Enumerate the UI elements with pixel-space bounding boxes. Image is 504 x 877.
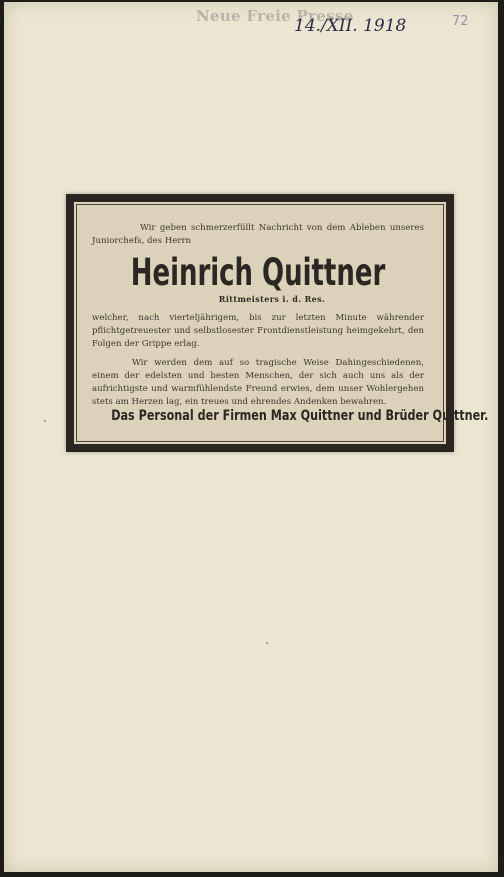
obituary-notice	[66, 194, 489, 452]
deceased-name: Heinrich Quittner	[130, 251, 386, 294]
deceased-rank: Rittmeisters i. d. Res.	[218, 294, 326, 304]
notice-signature: Das Personal der Firmen Max Quittner und Brüder Quittner.	[111, 408, 489, 424]
page-number: 72	[452, 14, 469, 29]
notice-paragraph-2: Wir werden dem auf so tragische Weise Dahingeschiedenen, einem der edelsten und besten Menschen, der sich auch uns als der aufrichtigste und warmfühlendste Freund erwies, dem unser Wohlergehen stets am Herzen lag, ein treues und ehrendes Andenken bewahren.	[92, 358, 424, 407]
notice-paragraph-1: welcher, nach vierteljährigem, bis zur letzten Minute währender pflichtgetreuester und selbstlosester Frontdienstleistung heimgekehrt, den Folgen der Grippe erlag.	[92, 313, 424, 349]
paper-speck	[266, 642, 268, 644]
newspaper-stamp: Neue Freie Presse	[196, 7, 354, 25]
notice-body	[92, 222, 424, 409]
paper-speck	[44, 420, 46, 422]
archive-page	[4, 2, 498, 872]
notice-intro: Wir geben schmerzerfüllt Nachricht von dem Ableben unseres Juniorchefs, des Herrn	[92, 223, 424, 246]
handwritten-date: 14./XII. 1918	[294, 16, 407, 36]
